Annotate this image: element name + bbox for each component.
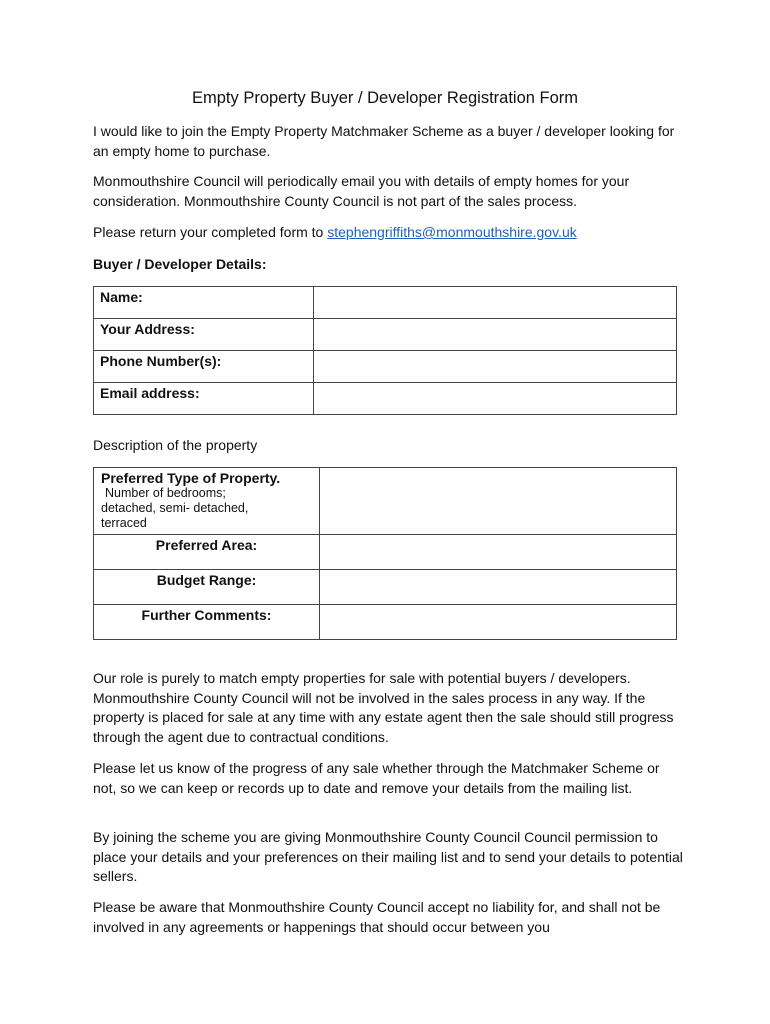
body-paragraph-4: Please be aware that Monmouthshire County Council accept no liability for, and shall not be involved in any agreements or happenings that should occur between you xyxy=(93,899,661,935)
budget-range-field[interactable] xyxy=(320,570,677,605)
preferred-type-label-cell xyxy=(94,468,320,535)
preferred-type-sub-1: Number of bedrooms; xyxy=(105,486,226,500)
further-comments-field[interactable] xyxy=(320,605,677,640)
address-field[interactable] xyxy=(314,319,677,351)
table-row xyxy=(94,287,677,319)
table-row xyxy=(94,605,677,640)
table-row xyxy=(94,570,677,605)
preferred-type-field[interactable] xyxy=(320,468,677,535)
table-row xyxy=(94,535,677,570)
email-label: Email address: xyxy=(94,383,314,415)
preferred-type-sub-3: terraced xyxy=(101,516,147,530)
name-label: Name: xyxy=(94,287,314,319)
budget-range-label: Budget Range: xyxy=(94,570,320,605)
buyer-details-table xyxy=(93,286,677,415)
page-title: Empty Property Buyer / Developer Registration Form xyxy=(191,89,579,107)
property-description-table xyxy=(93,467,677,640)
table-row xyxy=(94,468,677,535)
property-heading: Description of the property xyxy=(93,437,258,453)
body-paragraph-2: Please let us know of the progress of any sale whether through the Matchmaker Scheme or not, so we can keep or records up to date and remove your details from the mailing list. xyxy=(93,760,660,796)
table-row xyxy=(94,319,677,351)
body-paragraph-1: Our role is purely to match empty properties for sale with potential buyers / developers. Monmouthshire County Council will not be involved in the sales process in any way. If the property is placed for sale at any time with any estate agent then the sale should still progress through the agent due to contractual conditions. xyxy=(93,670,674,745)
details-heading: Buyer / Developer Details: xyxy=(93,256,267,272)
table-row xyxy=(94,383,677,415)
phone-field[interactable] xyxy=(314,351,677,383)
email-link[interactable]: stephengriffiths@monmouthshire.gov.uk xyxy=(327,224,577,240)
intro-paragraph-2: Monmouthshire Council will periodically email you with details of empty homes for your consideration. Monmouthshire County Council is not part of the sales process. xyxy=(93,173,630,209)
return-form-text: Please return your completed form to xyxy=(93,224,328,240)
preferred-area-label: Preferred Area: xyxy=(94,535,320,570)
table-row xyxy=(94,351,677,383)
preferred-type-sub-2: detached, semi- detached, xyxy=(101,501,249,515)
preferred-type-label: Preferred Type of Property. xyxy=(101,470,281,486)
phone-label: Phone Number(s): xyxy=(94,351,314,383)
email-field[interactable] xyxy=(314,383,677,415)
preferred-area-field[interactable] xyxy=(320,535,677,570)
intro-paragraph-1: I would like to join the Empty Property Matchmaker Scheme as a buyer / developer looking for an empty home to purchase. xyxy=(93,123,675,159)
intro-paragraph-3 xyxy=(93,223,683,243)
further-comments-label: Further Comments: xyxy=(94,605,320,640)
body-paragraph-3: By joining the scheme you are giving Monmouthshire County Council Council permission to place your details and your preferences on their mailing list and to send your details to potential sellers. xyxy=(93,829,683,884)
address-label: Your Address: xyxy=(94,319,314,351)
name-field[interactable] xyxy=(314,287,677,319)
